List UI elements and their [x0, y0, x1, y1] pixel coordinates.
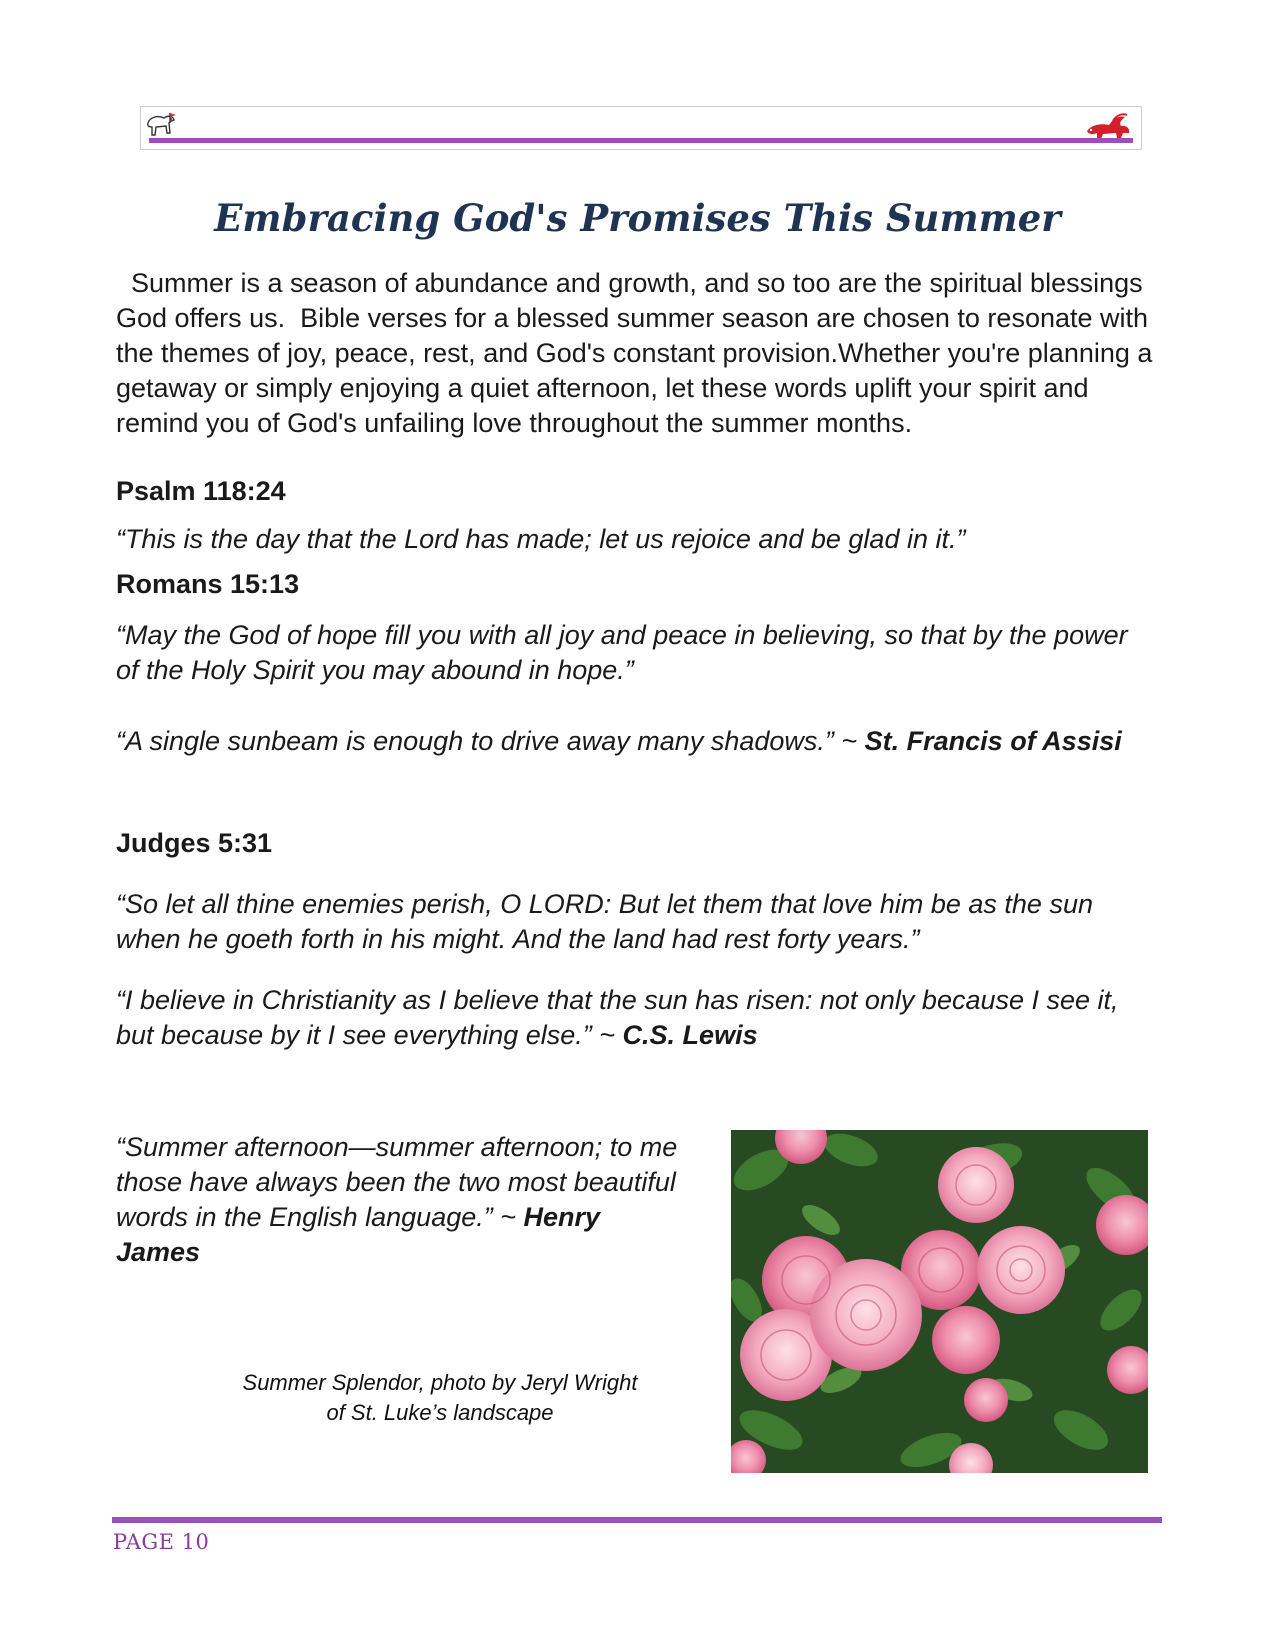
header-banner [140, 106, 1142, 150]
francis-author: St. Francis of Assisi [864, 726, 1122, 756]
judges-verse: “So let all thine enemies perish, O LORD: But let them that love him be as the sun when he goeth forth in his might. And the land had rest forty years.” [116, 889, 1093, 954]
footer-rule [112, 1517, 1162, 1523]
photo-caption [200, 1368, 680, 1428]
lewis-quote [116, 983, 1136, 1053]
francis-quote-text: “A single sunbeam is enough to drive away many shadows.” ~ [116, 726, 865, 756]
james-quote [116, 1130, 686, 1270]
lewis-author: C.S. Lewis [622, 1020, 758, 1050]
page-title: Embracing God's Promises This Summer [214, 196, 1061, 240]
roses-photo [731, 1130, 1148, 1473]
psalm-heading: Psalm 118:24 [116, 476, 286, 506]
james-quote-text: “Summer afternoon—summer afternoon; to me those have always been the two most beautiful words in the English language.” ~ [116, 1132, 678, 1232]
header-rule [149, 138, 1133, 143]
judges-heading: Judges 5:31 [116, 828, 273, 858]
lamb-icon [144, 109, 178, 141]
roses-illustration [731, 1130, 1148, 1473]
francis-quote [116, 724, 1136, 759]
romans-heading: Romans 15:13 [116, 569, 300, 599]
caption-line-1: Summer Splendor, photo by Jeryl Wright [242, 1370, 638, 1395]
caption-line-2: of St. Luke’s landscape [326, 1400, 554, 1425]
intro-paragraph: Summer is a season of abundance and growth, and so too are the spiritual blessings God offers us. Bible verses for a blessed summer season are chosen to resonate with the themes of joy, peace, rest, and God's constant provision.Whether you're planning a getaway or simply enjoying a quiet afternoon, let these words uplift your spirit and remind you of God's unfailing love throughout the summer months. [116, 268, 1160, 438]
page-number: PAGE 10 [113, 1530, 210, 1554]
james-author: Henry James [116, 1202, 601, 1267]
romans-verse: “May the God of hope fill you with all joy and peace in believing, so that by the power of the Holy Spirit you may abound in hope.” [116, 620, 1128, 685]
lewis-quote-text: “I believe in Christianity as I believe that the sun has risen: not only because I see it, but because by it I see everything else.” ~ [116, 985, 1119, 1050]
psalm-verse: “This is the day that the Lord has made; let us rejoice and be glad in it.” [116, 524, 966, 554]
winged-ox-icon [1083, 111, 1133, 141]
